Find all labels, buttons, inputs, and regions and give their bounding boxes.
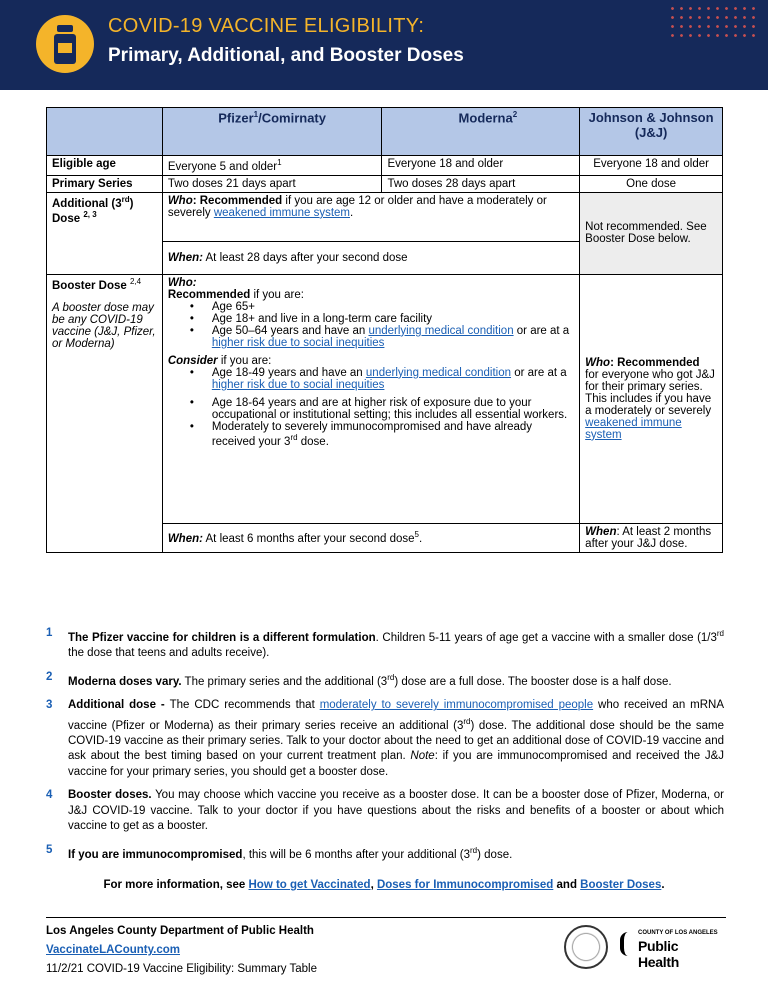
jj-primary-series: One dose: [580, 175, 723, 192]
moderna-column-header: Moderna$^2$: [382, 108, 580, 156]
doses-immunocompromised-link[interactable]: Doses for Immunocompromised: [376, 879, 554, 891]
jj-additional-dose: Not recommended. See Booster Dose below.: [580, 192, 723, 274]
underlying-condition-link[interactable]: underlying medical condition: [368, 324, 514, 337]
consider-list: [168, 367, 574, 448]
footnotes: [46, 626, 724, 871]
underlying-condition-link[interactable]: underlying medical condition: [365, 366, 512, 379]
footnote: 5 If you are immunocompromised, this will be 6 months after your additional (3rd) dose.: [46, 843, 513, 861]
jj-eligible-age: Everyone 18 and older: [580, 156, 723, 176]
recommended-list: [168, 301, 574, 349]
footnote: 1 The Pfizer vaccine for children is a different formulation. Children 5-11 years of age get a vaccine with a smaller dose (1/3rd the dose that teens and adults receive).: [46, 627, 725, 660]
footnote: 2 Moderna doses vary. The primary series and the additional (3rd) dose are a full dose. The booster dose is a half dose.: [46, 670, 672, 688]
footer-divider: [46, 917, 726, 918]
page-title: COVID-19 VACCINE ELIGIBILITY:: [108, 15, 425, 37]
booster-doses-link[interactable]: Booster Doses: [580, 879, 662, 891]
table-header-row: [47, 108, 723, 156]
empty-header-cell: [47, 108, 163, 156]
jj-column-header: Johnson & Johnson (J&J): [580, 108, 723, 156]
footnote: 3 Additional dose - The CDC recommends that moderately to severely immunocompromised people who received an mRNA vaccine (Pfizer or Moderna) as their primary series receive an additional (3rd) dose. The additional dose should be the same COVID-19 vaccine as their primary series. Talk to your doctor about the need to get an additional dose of COVID-19 vaccine and ask about the best timing based on your current treatment plan. Note: if you are immunocompromised and received the J&J vaccine for your primary series, you should get a booster dose.: [46, 699, 724, 778]
footer-url-link[interactable]: VaccinateLACounty.com: [46, 944, 180, 956]
booster-who-cell: Who: Recommended if you are: • Age 65+ • Age 18+ and live in a long-term care facility • Age 50–64 years and have an underlying medical condition or are at a higher risk due to social inequities Consider if you are: • Age 18-49 years and have an underlying medical condition or are at a higher risk due to social inequities • Age 18-64 years and are at higher risk of exposure due to your occupational or institutional setting; this includes all essential workers. • Moderately to severely immunocompromised and have already received your 3rd dose.: [162, 274, 579, 523]
eligibility-table: [46, 107, 723, 553]
row-label-booster-dose: Booster Dose $^{2,4}$ A booster dose may be any COVID-19 vaccine (J&J, Pfizer, or Moderna): [47, 274, 163, 552]
decorative-dots: [668, 4, 760, 38]
list-item: • Age 18-64 years and are at higher risk of exposure due to your occupational or institutional setting; this includes all essential workers.: [212, 397, 574, 421]
footnote: 4 Booster doses. You may choose which vaccine you receive as a booster dose. It can be a booster dose of Pfizer, Moderna, or J&J COVID-19 vaccine. Talk to your doctor if you have questions about the risks and benefits of a booster or about which vaccine to get as a booster.: [46, 789, 724, 833]
weakened-immune-system-link[interactable]: weakened immune system: [585, 416, 682, 441]
header-banner: [0, 0, 768, 90]
moderna-primary-series: Two doses 28 days apart: [382, 175, 580, 192]
pfizer-primary-series: Two doses 21 days apart: [162, 175, 382, 192]
county-seal-logo: [564, 925, 608, 969]
vaccine-vial-icon: [36, 15, 94, 73]
how-to-get-vaccinated-link[interactable]: How to get Vaccinated: [248, 879, 371, 891]
table-row: [47, 175, 723, 192]
row-label-eligible-age: Eligible age: [47, 156, 163, 176]
social-inequities-link[interactable]: higher risk due to social inequities: [211, 378, 385, 391]
footer-date-line: 11/2/21 COVID-19 Vaccine Eligibility: Summary Table: [46, 963, 318, 975]
list-item: • Age 65+: [212, 301, 574, 313]
social-inequities-link[interactable]: higher risk due to social inequities: [211, 336, 385, 349]
row-label-additional-dose: Additional (3rd) Dose $^{2, 3}$: [47, 192, 163, 274]
immunocompromised-people-link[interactable]: moderately to severely immunocompromised people: [319, 699, 594, 712]
public-health-logo: COUNTY OF LOS ANGELES Public Health: [620, 930, 720, 966]
list-item: • Moderately to severely immunocompromised and have already received your 3rd dose.: [212, 421, 574, 448]
moderna-eligible-age: Everyone 18 and older: [382, 156, 580, 176]
footer-org: Los Angeles County Department of Public Health: [46, 925, 314, 937]
booster-when-cell: When: At least 6 months after your second dose$^5$.: [162, 523, 579, 552]
pfizer-eligible-age: Everyone 5 and older$^1$: [162, 156, 382, 176]
row-label-primary-series: Primary Series: [47, 175, 163, 192]
additional-when-cell: When: At least 28 days after your second dose: [162, 241, 579, 274]
table-row: [47, 156, 723, 176]
table-row: [47, 274, 723, 523]
weakened-immune-system-link[interactable]: weakened immune system: [213, 206, 350, 219]
pfizer-column-header: Pfizer$^1$/Comirnaty: [162, 108, 382, 156]
additional-who-cell: Who: Recommended if you are age 12 or older and have a moderately or severely weakened immune system.: [162, 192, 579, 241]
booster-note: A booster dose may be any COVID-19 vaccine (J&J, Pfizer, or Moderna): [52, 301, 156, 350]
list-item: • Age 50–64 years and have an underlying medical condition or are at a higher risk due to social inequities: [212, 325, 574, 349]
table-row: [47, 192, 723, 241]
jj-booster-when: When: At least 2 months after your J&J dose.: [580, 523, 723, 552]
more-info-line: For more information, see How to get Vaccinated, Doses for Immunocompromised and Booster Doses.: [103, 879, 665, 891]
list-item: • Age 18+ and live in a long-term care facility: [212, 313, 574, 325]
page-subtitle: Primary, Additional, and Booster Doses: [108, 45, 464, 66]
jj-booster-who: Who: Recommended for everyone who got J&J for their primary series. This includes if you have a moderately or severely weakened immune system: [580, 274, 723, 523]
list-item: • Age 18-49 years and have an underlying medical condition or are at a higher risk due to social inequities: [212, 367, 574, 391]
